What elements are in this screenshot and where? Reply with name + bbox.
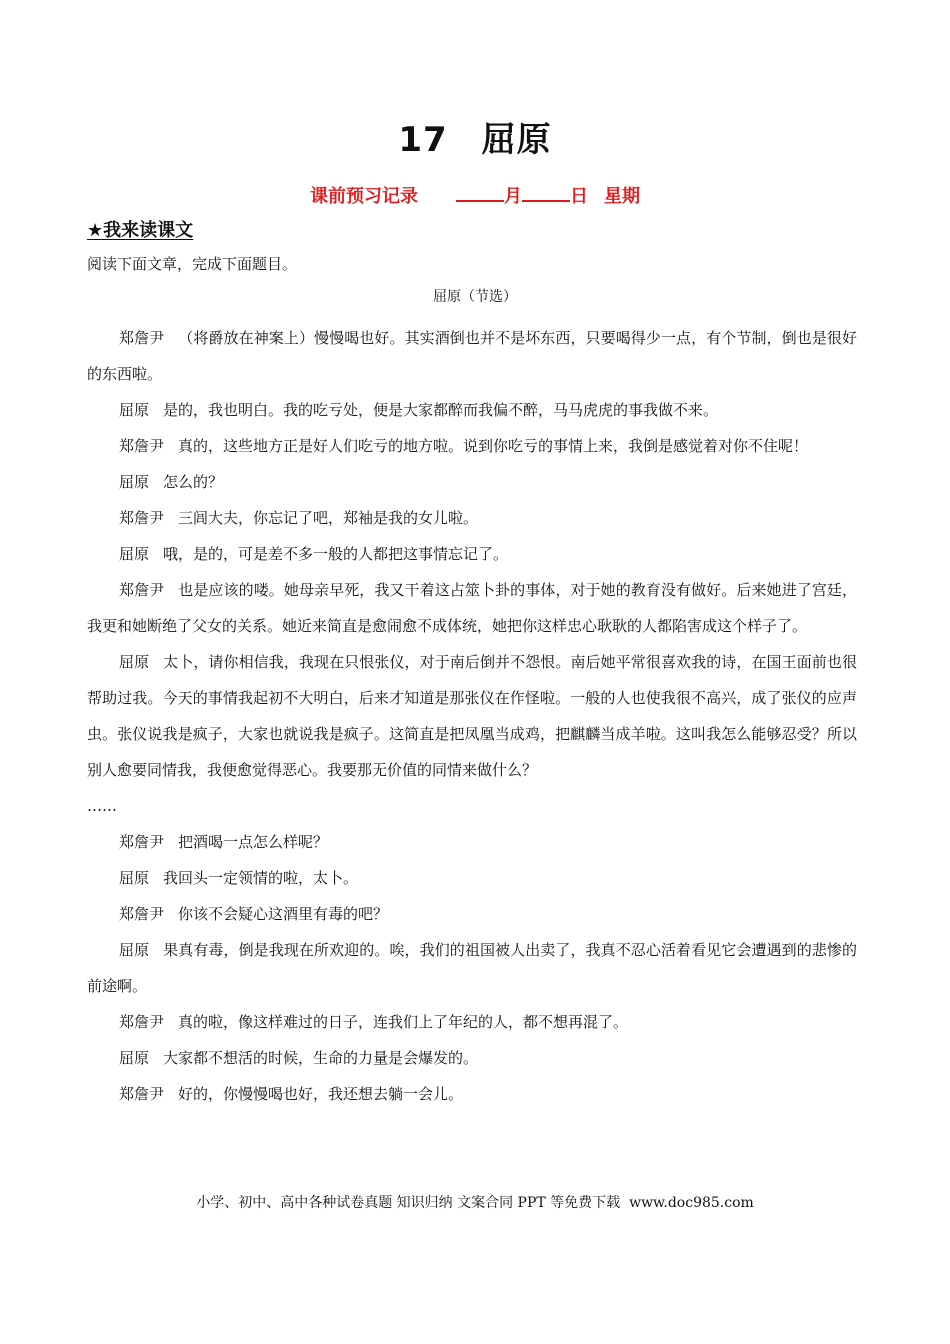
day-label: 日 [570,186,588,207]
dialogue-line [87,320,857,392]
speaker-name: 郑詹尹 [119,581,165,599]
dialogue-body [87,320,857,1112]
dialogue-line [87,536,857,572]
dialogue-line [87,860,857,896]
footer-url: www.doc985.com [629,1195,754,1211]
dialogue-text: 把酒喝一点怎么样呢？ [178,833,329,851]
dialogue-text: 真的，这些地方正是好人们吃亏的地方啦。说到你吃亏的事情上来，我倒是感觉着对你不住呢！ [178,437,809,455]
dialogue-line [87,824,857,860]
dialogue-text: 大家都不想活的时候，生命的力量是会爆发的。 [163,1049,479,1067]
dialogue-line [87,932,857,1004]
dialogue-line [87,1040,857,1076]
dialogue-text: 太卜，请你相信我，我现在只恨张仪，对于南后倒并不怨恨。南后她平常很喜欢我的诗，在国王面前也很帮助过我。今天的事情我起初不大明白，后来才知道是那张仪在作怪啦。一般的人也使我很不高兴，成了张仪的应声虫。张仪说我是疯子，大家也就说我是疯子。这简直是把凤凰当成鸡，把麒麟当成羊啦。这叫我怎么能够忍受？所以别人愈要同情我，我便愈觉得恶心。我要那无价值的同情来做什么？ [87,653,857,779]
speaker-name: 屈原 [119,545,150,563]
dialogue-text: 好的，你慢慢喝也好，我还想去躺一会儿。 [178,1085,464,1103]
speaker-name: 屈原 [119,473,150,491]
speaker-name: 郑詹尹 [119,1085,165,1103]
speaker-name: 郑詹尹 [119,833,165,851]
speaker-name: 郑詹尹 [119,509,165,527]
record-label: 课前预习记录 [310,186,418,207]
speaker-name: 郑詹尹 [119,437,165,455]
dialogue-line [87,1004,857,1040]
dialogue-line [87,644,857,788]
section-heading: ★我来读课文 [87,220,194,241]
instruction-text: 阅读下面文章，完成下面题目。 [87,255,298,273]
dialogue-text: 也是应该的喽。她母亲早死，我又干着这占筮卜卦的事体，对于她的教育没有做好。后来她进了宫廷，我更和她断绝了父女的关系。她近来简直是愈闹愈不成体统，她把你这样忠心耿耿的人都陷害成这个样子了。 [87,581,857,635]
speaker-name: 屈原 [119,869,150,887]
dialogue-text: …… [87,797,117,815]
dialogue-line [87,500,857,536]
excerpt-title: 屈原（节选） [433,289,517,305]
dialogue-line [87,572,857,644]
dialogue-text: 是的，我也明白。我的吃亏处，便是大家都醉而我偏不醉，马马虎虎的事我做不来。 [163,401,719,419]
month-blank [456,184,504,202]
dialogue-line [87,896,857,932]
dialogue-text: （将爵放在神案上）慢慢喝也好。其实酒倒也并不是坏东西，只要喝得少一点，有个节制，倒也是很好的东西啦。 [87,329,857,383]
lesson-title: 屈原 [481,120,552,160]
dialogue-line [87,788,857,824]
dialogue-line [87,392,857,428]
day-blank [522,184,570,202]
speaker-name: 屈原 [119,1049,150,1067]
dialogue-text: 怎么的？ [163,473,224,491]
dialogue-text: 果真有毒，倒是我现在所欢迎的。唉，我们的祖国被人出卖了，我真不忍心活着看见它会遭遇到的悲惨的前途啊。 [87,941,857,995]
speaker-name: 屈原 [119,653,150,671]
weekday-label: 星期 [604,186,640,207]
speaker-name: 郑詹尹 [119,905,165,923]
footer-text: 小学、初中、高中各种试卷真题 知识归纳 文案合同 PPT 等免费下载 [196,1195,621,1211]
dialogue-line [87,1076,857,1112]
footer-banner [0,1192,950,1212]
month-label: 月 [504,186,522,207]
speaker-name: 郑詹尹 [119,329,165,347]
lesson-number: 17 [398,120,448,160]
dialogue-text: 你该不会疑心这酒里有毒的吧？ [178,905,389,923]
dialogue-line [87,428,857,464]
dialogue-text: 三闾大夫，你忘记了吧，郑袖是我的女儿啦。 [178,509,479,527]
speaker-name: 屈原 [119,401,150,419]
page-title [0,112,950,161]
dialogue-text: 我回头一定领情的啦，太卜。 [163,869,359,887]
dialogue-text: 哦，是的，可是差不多一般的人都把这事情忘记了。 [163,545,509,563]
speaker-name: 郑詹尹 [119,1013,165,1031]
preview-record-line [0,182,950,208]
dialogue-line [87,464,857,500]
dialogue-text: 真的啦，像这样难过的日子，连我们上了年纪的人，都不想再混了。 [178,1013,629,1031]
speaker-name: 屈原 [119,941,150,959]
